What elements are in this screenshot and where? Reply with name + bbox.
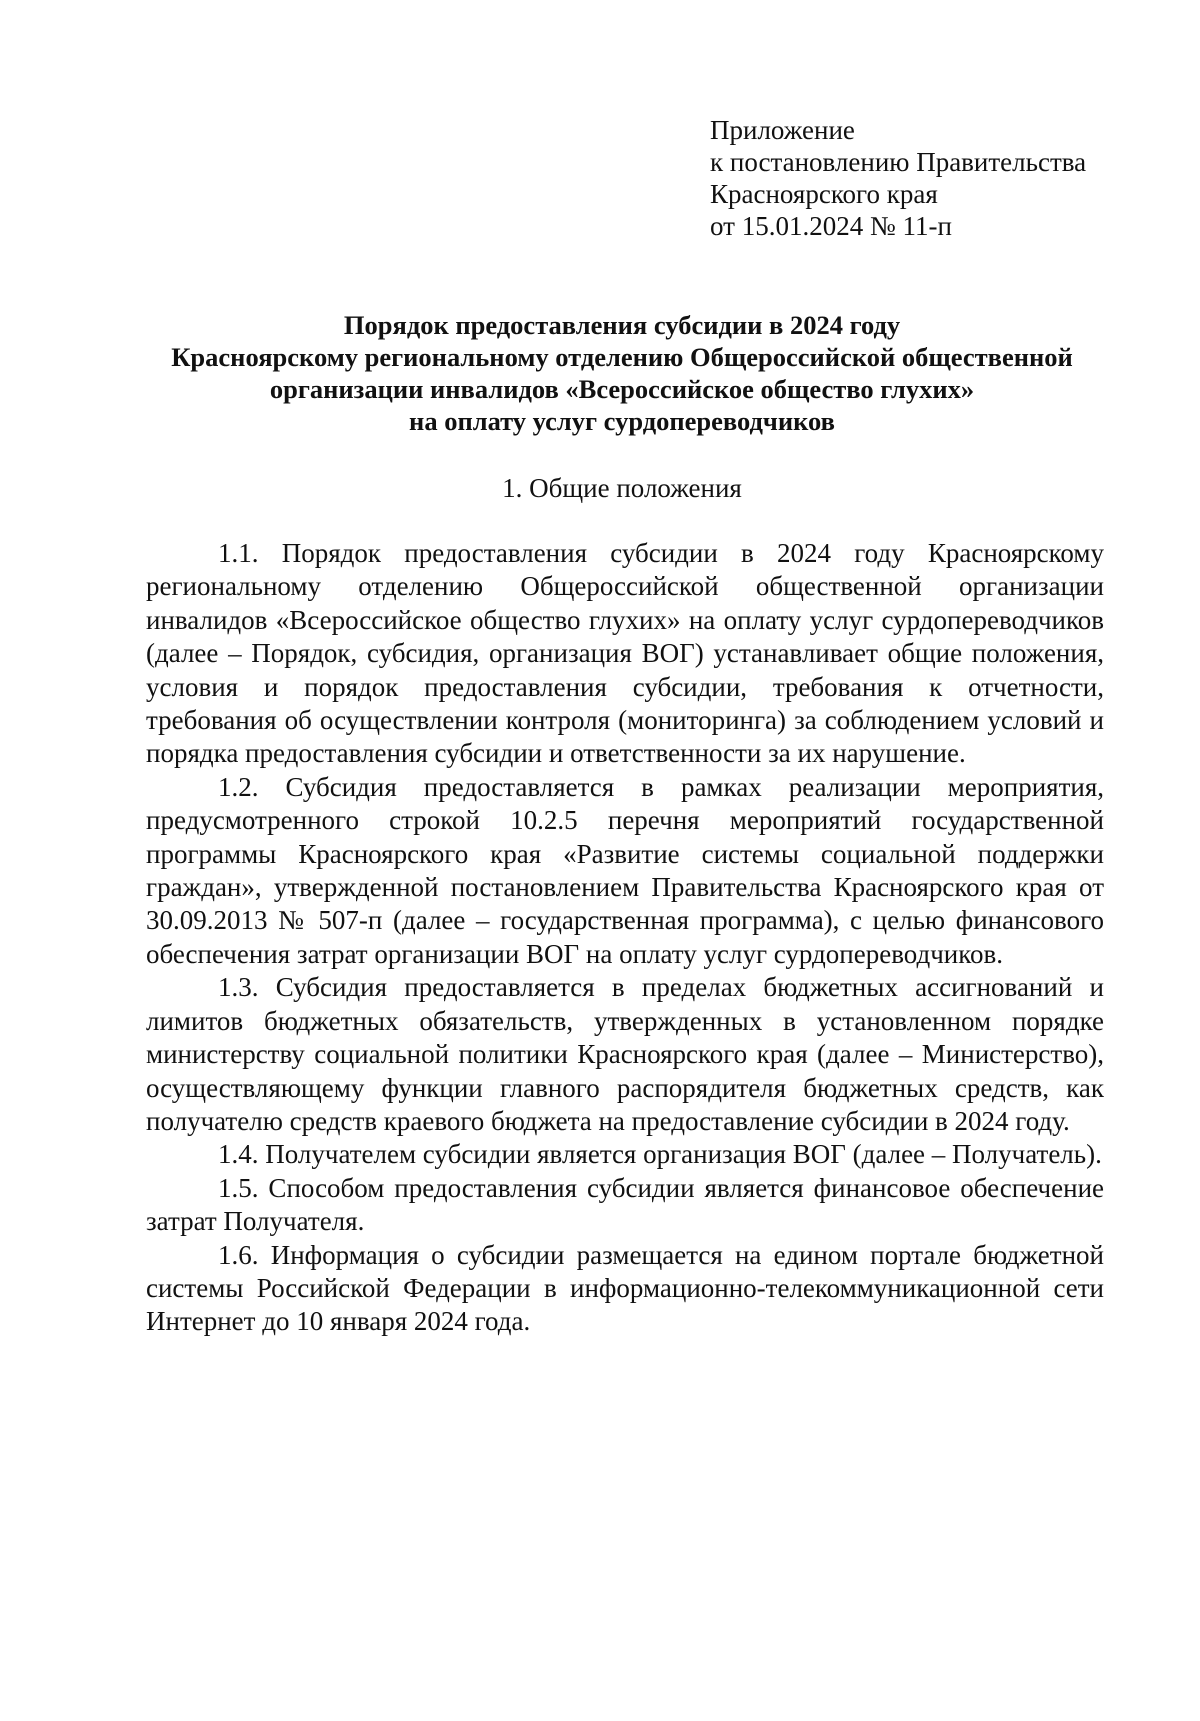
paragraph-1-4: 1.4. Получателем субсидии является организация ВОГ (далее – Получатель). [218,1139,1102,1170]
appendix-line: от 15.01.2024 № 11-п [710,211,952,241]
title-line: Порядок предоставления субсидии в 2024 году [343,310,901,340]
appendix-line: Красноярского края [710,179,938,209]
paragraph-1-2: 1.2. Субсидия предоставляется в рамках реализации мероприятия, предусмотренного строкой 10.2.5 перечня мероприятий государственной программы Красноярского края «Развитие системы социальной поддержки граждан», утвержденной постановлением Правительства Красноярского края от 30.09.2013 № 507-п (далее – государственная программа), с целью финансового обеспечения затрат организации ВОГ на оплату услуг сурдопереводчиков. [146,771,1104,969]
document-title [140,309,1104,437]
title-line: организации инвалидов «Всероссийское общество глухих» [269,374,975,404]
title-line: на оплату услуг сурдопереводчиков [409,406,835,436]
title-line: Красноярскому региональному отделению Общероссийской общественной [171,342,1073,372]
appendix-line: Приложение [710,115,855,145]
paragraph-1-3: 1.3. Субсидия предоставляется в пределах бюджетных ассигнований и лимитов бюджетных обязательств, утвержденных в установленном порядке министерству социальной политики Красноярского края (далее – Министерство), осуществляющему функции главного распорядителя бюджетных средств, как получателю средств краевого бюджета на предоставление субсидии в 2024 году. [146,972,1104,1136]
appendix-block [710,114,1086,242]
appendix-line: к постановлению Правительства [710,147,1087,177]
paragraph-1-6: 1.6. Информация о субсидии размещается на едином портале бюджетной системы Российской Федерации в информационно-телекоммуникационной сети Интернет до 10 января 2024 года. [146,1239,1104,1337]
paragraph-1-1: 1.1. Порядок предоставления субсидии в 2024 году Красноярскому региональному отделению Общероссийской общественной организации инвалидов «Всероссийское общество глухих» на оплату услуг сурдопереводчиков (далее – Порядок, субсидия, организация ВОГ) устанавливает общие положения, условия и порядок предоставления субсидии, требования к отчетности, требования об осуществлении контроля (мониторинга) за соблюдением условий и порядка предоставления субсидии и ответственности за их нарушение. [146,538,1104,769]
paragraph-1-5: 1.5. Способом предоставления субсидии является финансовое обеспечение затрат Получателя. [146,1172,1104,1237]
body-text [146,537,1104,1339]
section-heading: 1. Общие положения [502,473,742,503]
